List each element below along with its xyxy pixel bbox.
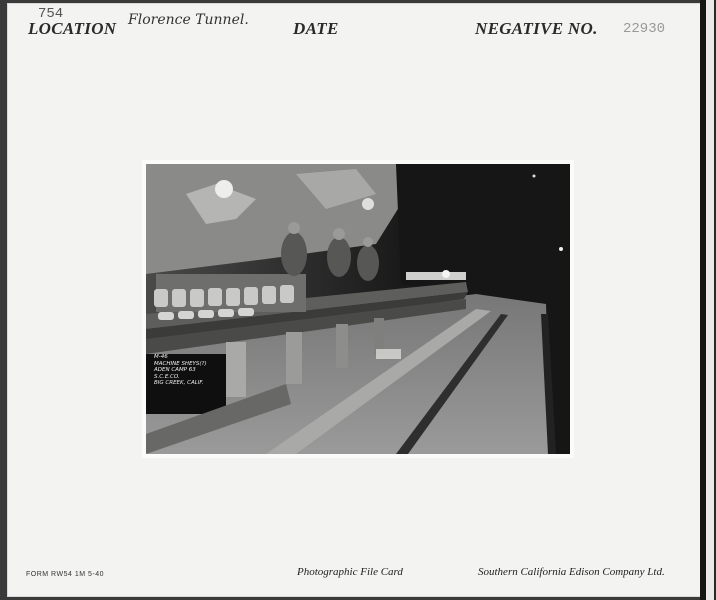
card-title: Photographic File Card: [297, 566, 403, 578]
tunnel-photo-image: [146, 164, 570, 454]
stamp-number: 754: [38, 6, 64, 22]
date-label: DATE: [293, 19, 339, 38]
photograph: [142, 160, 574, 458]
scan-edge: [700, 0, 716, 600]
location-label: LOCATION: [28, 19, 117, 38]
form-id: FORM RW54 1M 5-40: [26, 571, 104, 578]
negative-number: 22930: [623, 21, 666, 37]
file-card: [8, 4, 700, 596]
location-value: Florence Tunnel.: [128, 12, 249, 28]
photo-caption: M-46 MACHINE SHEYS(?) ADEN CAMP 63 S.C.E.CO. BIG CREEK, CALIF.: [154, 354, 207, 386]
company-name: Southern California Edison Company Ltd.: [478, 566, 665, 578]
negative-label: NEGATIVE NO.: [475, 19, 598, 38]
